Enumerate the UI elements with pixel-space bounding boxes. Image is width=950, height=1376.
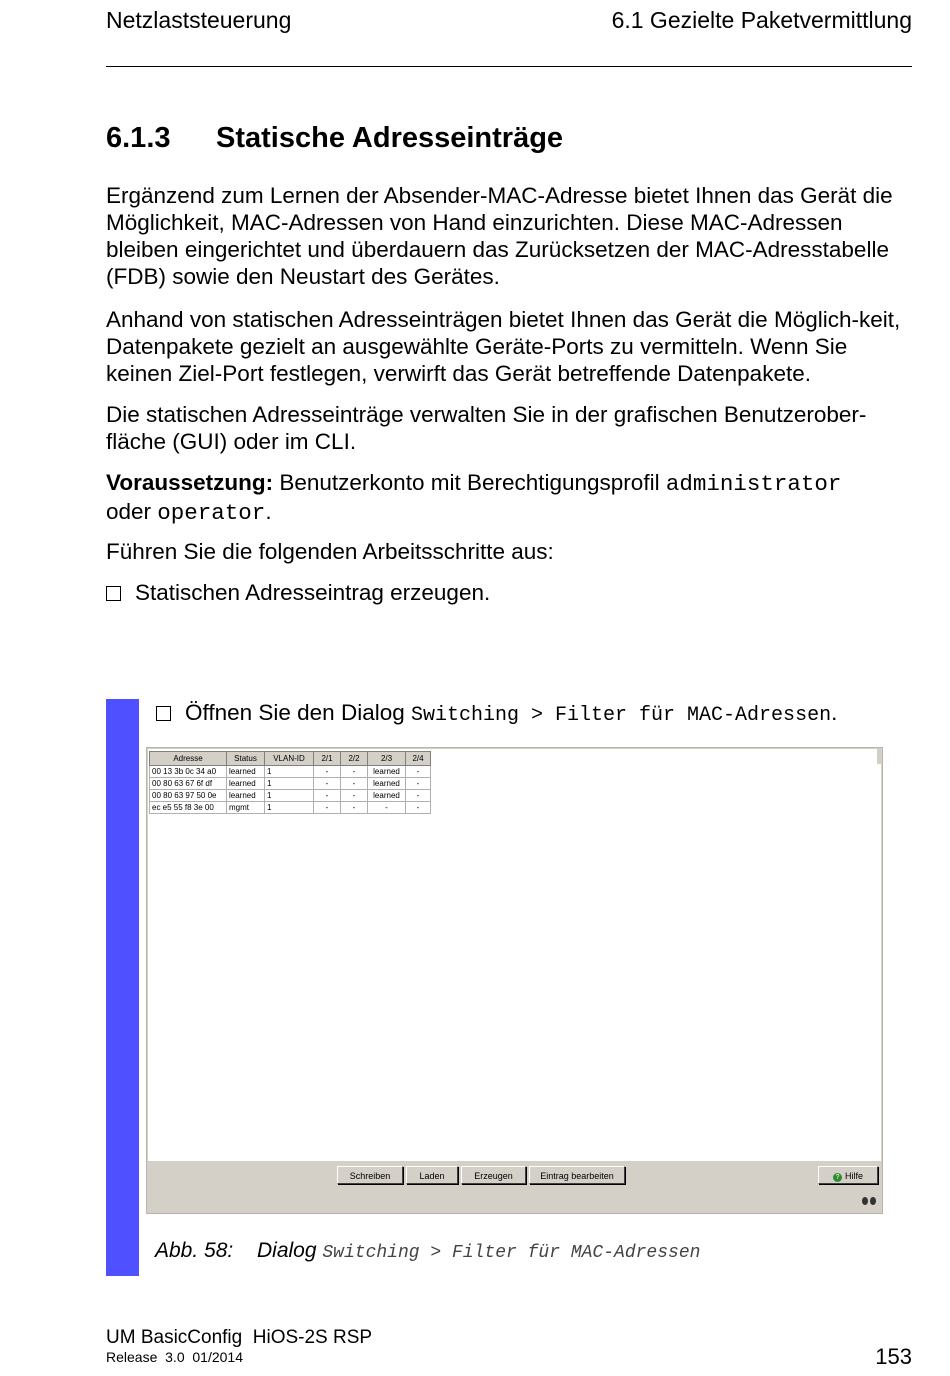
cell-port: learned <box>368 766 406 778</box>
figure-caption <box>155 1239 700 1263</box>
dialog-screenshot <box>146 747 883 1214</box>
task-text: Statischen Adresseintrag erzeugen. <box>135 580 491 605</box>
step-open-dialog <box>156 700 837 727</box>
figure-caption-text: Dialog <box>257 1239 323 1262</box>
cell-port: - <box>314 790 341 802</box>
table-row[interactable] <box>150 766 431 778</box>
task-item <box>106 579 914 606</box>
step-menu-path: Switching > Filter für MAC-Adressen <box>411 704 832 727</box>
paragraph-prerequisite <box>106 469 914 527</box>
cell-port: - <box>341 790 368 802</box>
write-button[interactable]: Schreiben <box>337 1166 403 1184</box>
prerequisite-period: . <box>265 499 272 524</box>
prerequisite-or: oder <box>106 499 158 524</box>
cell-vlan-id: 1 <box>265 766 314 778</box>
cell-port: - <box>406 802 431 814</box>
cell-port: learned <box>368 778 406 790</box>
step-text: Öffnen Sie den Dialog <box>185 700 411 725</box>
paragraph-gui-cli: Die statischen Adresseinträge verwalten Sie in der grafischen Benutzerober-fläche (GUI) oder im CLI. <box>106 402 867 454</box>
column-header-port-2-2[interactable]: 2/2 <box>341 752 368 766</box>
step-checkbox <box>156 706 171 721</box>
mac-address-table <box>149 751 431 814</box>
column-header-port-2-1[interactable]: 2/1 <box>314 752 341 766</box>
cell-port: - <box>341 778 368 790</box>
cell-port: - <box>368 802 406 814</box>
table-row[interactable] <box>150 790 431 802</box>
dialog-scrollbar[interactable] <box>877 749 881 764</box>
table-row[interactable] <box>150 778 431 790</box>
role-operator: operator <box>157 500 266 526</box>
edit-entry-button[interactable]: Eintrag bearbeiten <box>529 1166 625 1184</box>
column-header-port-2-4[interactable]: 2/4 <box>406 752 431 766</box>
figure-label: Abb. 58: <box>155 1239 234 1262</box>
cell-port: - <box>341 802 368 814</box>
cell-vlan-id: 1 <box>265 778 314 790</box>
footer-release: Release 3.0 01/2014 <box>106 1349 243 1365</box>
load-button[interactable]: Laden <box>406 1166 458 1184</box>
section-title <box>106 122 563 155</box>
connection-status-icon <box>862 1197 876 1205</box>
help-button-label: Hilfe <box>844 1171 863 1181</box>
role-administrator: administrator <box>665 471 842 497</box>
cell-port: - <box>406 778 431 790</box>
create-button[interactable]: Erzeugen <box>461 1166 526 1184</box>
paragraph-static-entries: Anhand von statischen Adresseinträgen bietet Ihnen das Gerät die Möglich-keit, Datenpakete gezielt an ausgewählte Geräte-Ports zu vermitteln. Wenn Sie keinen Ziel-Port festlegen, verwirft das Gerät betreffende Datenpakete. <box>106 307 901 386</box>
cell-port: - <box>341 766 368 778</box>
cell-status: mgmt <box>227 802 265 814</box>
cell-port: - <box>314 778 341 790</box>
cell-status: learned <box>227 766 265 778</box>
table-row[interactable] <box>150 802 431 814</box>
task-checkbox <box>106 586 121 601</box>
column-header-port-2-3[interactable]: 2/3 <box>368 752 406 766</box>
section-title-text: Statische Adresseinträge <box>216 122 564 154</box>
section-number: 6.1.3 <box>106 122 171 154</box>
prerequisite-text: Benutzerkonto mit Berechtigungsprofil <box>273 470 666 495</box>
step-period: . <box>831 700 838 725</box>
cell-address: ec e5 55 f8 3e 00 <box>150 802 227 814</box>
cell-status: learned <box>227 778 265 790</box>
cell-status: learned <box>227 790 265 802</box>
header-rule <box>106 66 912 67</box>
cell-port: - <box>314 766 341 778</box>
column-header-status[interactable]: Status <box>227 752 265 766</box>
paragraph-intro: Ergänzend zum Lernen der Absender-MAC-Adresse bietet Ihnen das Gerät die Möglichkeit, MAC-Adressen von Hand einzurichten. Diese MAC-Adressen bleiben eingerichtet und überdauern das Zurücksetzen der MAC-Adresstabelle (FDB) sowie den Neustart des Gerätes. <box>106 183 893 289</box>
cell-port: - <box>406 790 431 802</box>
dialog-content-area <box>148 749 881 1161</box>
column-header-address[interactable]: Adresse <box>150 752 227 766</box>
cell-address: 00 80 63 67 6f df <box>150 778 227 790</box>
cell-port: - <box>314 802 341 814</box>
column-header-vlan-id[interactable]: VLAN-ID <box>265 752 314 766</box>
paragraph-steps-intro: Führen Sie die folgenden Arbeitsschritte aus: <box>106 539 554 564</box>
header-section: 6.1 Gezielte Paketvermittlung <box>611 7 912 33</box>
figure-menu-path: Switching > Filter für MAC-Adressen <box>322 1243 701 1263</box>
footer-manual-title: UM BasicConfig HiOS-2S RSP <box>106 1327 373 1348</box>
table-header-row <box>150 752 431 766</box>
cell-address: 00 80 63 97 50 0e <box>150 790 227 802</box>
page-number: 153 <box>875 1344 912 1369</box>
cell-address: 00 13 3b 0c 34 a0 <box>150 766 227 778</box>
prerequisite-label: Voraussetzung: <box>106 470 274 495</box>
procedure-bar <box>106 699 139 1276</box>
help-icon: ? <box>833 1173 842 1182</box>
header-chapter: Netzlaststeuerung <box>106 7 292 33</box>
cell-port: learned <box>368 790 406 802</box>
cell-vlan-id: 1 <box>265 790 314 802</box>
cell-port: - <box>406 766 431 778</box>
help-button[interactable] <box>818 1166 878 1184</box>
cell-vlan-id: 1 <box>265 802 314 814</box>
